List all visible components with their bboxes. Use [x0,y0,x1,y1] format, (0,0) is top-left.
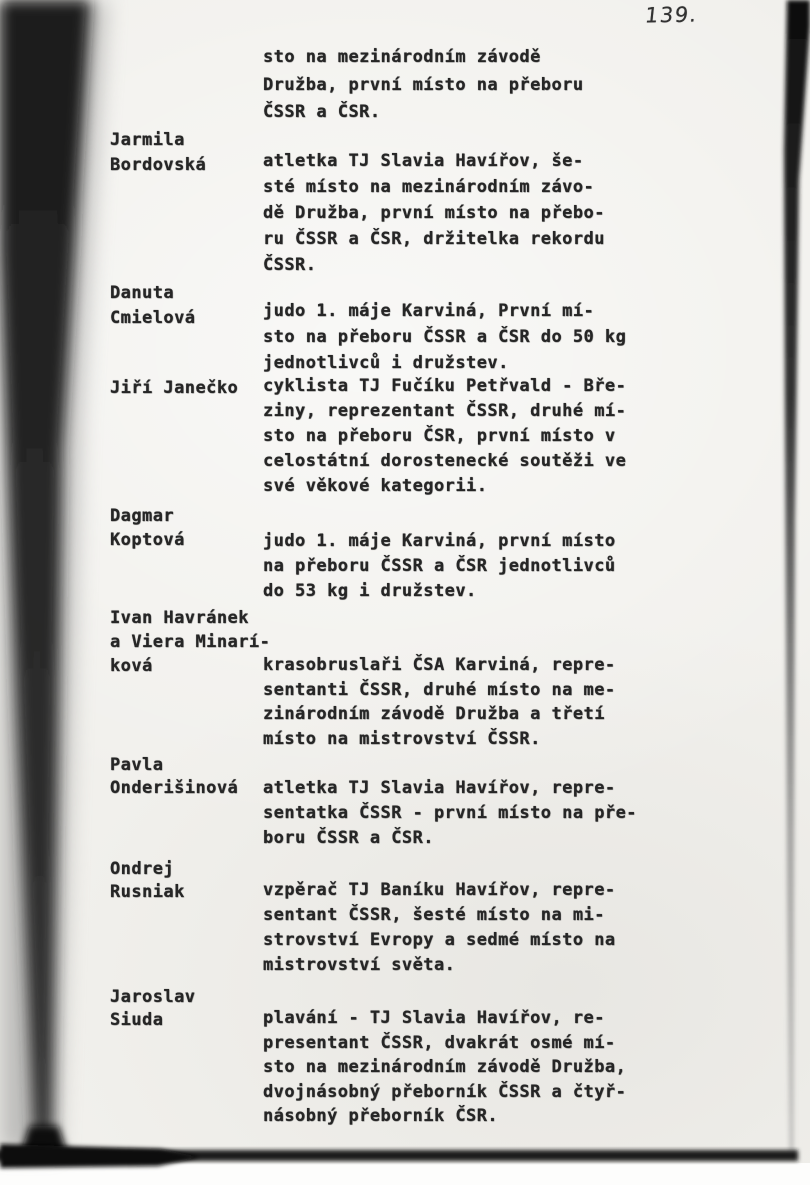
name-line: Onderišinová [110,778,239,798]
description-line: krasobruslaři ČSA Karviná, repre- [263,655,616,675]
description-line: boru ČSSR a ČSR. [263,828,434,848]
entry-name-pavla-onderisinova [110,754,285,800]
description-line: sto na přeboru ČSR, první místo v [263,426,616,446]
description-line: násobný přeborník ČSR. [263,1106,499,1126]
name-line: Rusniak [110,882,185,902]
name-line: Jarmila [110,130,185,150]
name-line: a Viera Minarí- [110,632,271,652]
description-line: sto na mezinárodním závodě Družba, [263,1057,627,1077]
description-line: Družba, první místo na přeboru [263,74,584,95]
name-line: Ondrej [110,859,175,879]
name-line: ková [110,656,153,676]
description-line: do 53 kg i družstev. [263,581,477,601]
description-line: ru ČSSR a ČSR, držitelka rekordu [263,229,605,249]
name-line: Ivan Havránek [110,608,249,628]
description-line: místo na mistrovství ČSSR. [263,728,541,749]
name-line: Bordovská [110,155,207,175]
description-line: sentant ČSSR, šesté místo na mi- [263,905,605,925]
description-line: strovství Evropy a sedmé místo na [263,930,616,950]
description-line: sto na přeboru ČSSR a ČSR do 50 kg [263,327,627,347]
description-line: jednotlivců i družstev. [263,353,509,373]
description-line: dě Družba, první místo na přebo- [263,203,605,223]
description-line: plavání - TJ Slavia Havířov, re- [263,1008,605,1028]
name-line: Jaroslav [110,987,196,1007]
description-line: atletka TJ Slavia Havířov, repre- [263,778,616,798]
entry-name-jarmila-bordovska [110,128,285,178]
name-line: Koptová [110,530,185,550]
entry-name-danuta-cmielova [110,281,285,331]
description-line: presentant ČSSR, dvakrát osmé mí- [263,1032,616,1053]
description-line: mistrovství světa. [263,955,456,975]
description-line: judo 1. máje Karviná, První mí- [263,301,595,321]
entry-continuation [263,44,663,127]
description-line: ziny, reprezentant ČSSR, druhé mí- [263,401,627,421]
name-line: Jiří Janečko [110,378,239,398]
description-line: judo 1. máje Karviná, první místo [263,531,616,551]
description-line: cyklista TJ Fučíku Petřvald - Bře- [263,376,627,396]
entry-name-jaroslav-siuda [110,986,285,1032]
entry-desc-jarmila-bordovska [263,148,663,278]
entry-desc-danuta-cmielova [263,298,663,376]
description-line: atletka TJ Slavia Havířov, še- [263,151,584,171]
name-line: Danuta [110,283,175,303]
entry-desc-pavla-onderisinova [263,776,663,851]
description-line: ČSSR a ČSR. [263,102,381,122]
entry-name-ondrej-rusniak [110,858,285,904]
name-line: Cmielová [110,308,196,328]
description-line: dvojnásobný přeborník ČSSR a čtyř- [263,1081,627,1102]
page-number: 139. [643,2,700,28]
entry-desc-ondrej-rusniak [263,878,663,978]
description-line: ČSSR. [263,255,317,275]
description-line: zinárodním závodě Družba a třetí [263,704,605,724]
entry-name-jiri-janecko [110,376,285,401]
description-line: sto na mezinárodním závodě [263,47,541,67]
description-line: na přeboru ČSSR a ČSR jednotlivců [263,556,616,576]
entry-desc-havranek-minarikova [263,653,663,751]
description-line: sté místo na mezinárodním závo- [263,177,595,197]
description-line: sentatka ČSSR - první místo na pře- [263,803,637,823]
name-line: Pavla [110,755,164,775]
description-line: vzpěrač TJ Baníku Havířov, repre- [263,880,616,900]
description-line: sentanti ČSSR, druhé místo na me- [263,679,616,700]
name-line: Dagmar [110,506,175,526]
entry-desc-jaroslav-siuda [263,1006,663,1129]
entry-name-havranek-minarikova [110,606,285,678]
entry-name-dagmar-koptova [110,504,285,552]
entry-desc-jiri-janecko [263,374,663,499]
description-line: své věkové kategorii. [263,476,488,496]
name-line: Siuda [110,1010,164,1030]
description-line: celostátní dorostenecké soutěži ve [263,451,627,471]
entry-desc-dagmar-koptova [263,529,663,604]
